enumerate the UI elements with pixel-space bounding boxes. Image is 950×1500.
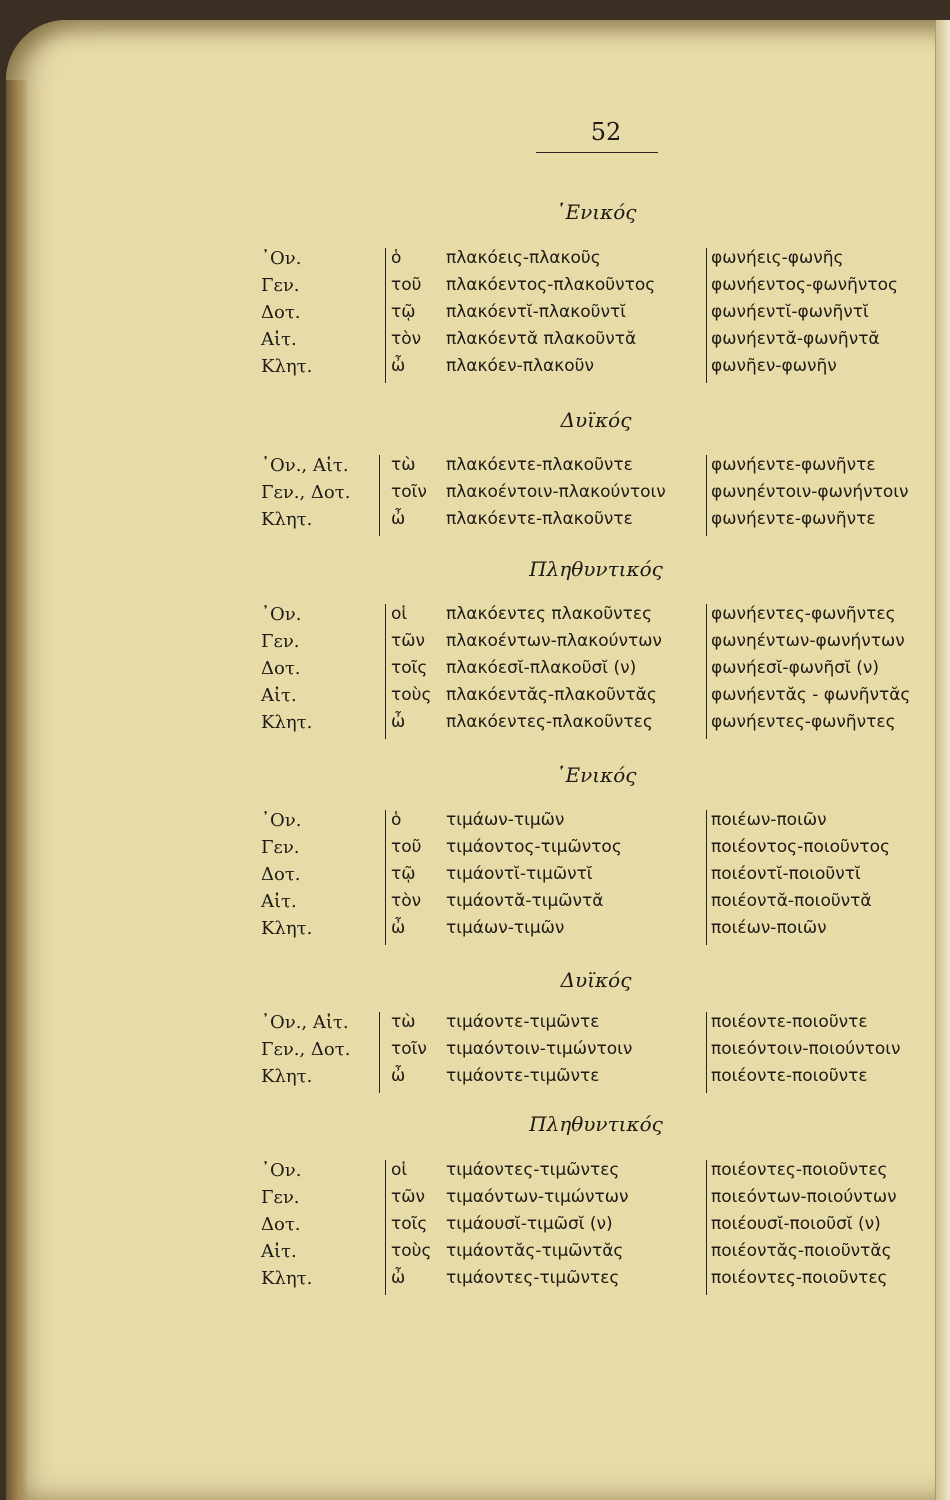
case-label: Γεν., Δοτ. xyxy=(261,482,351,503)
article: ὁ xyxy=(391,810,402,830)
form-second: φωνηέντων-φωνήντων xyxy=(711,631,905,651)
article: τῷ xyxy=(391,302,416,322)
case-label: Γεν. xyxy=(261,1187,300,1208)
form-first: τιμάων-τιμῶν xyxy=(446,810,565,830)
article: τῶν xyxy=(391,631,425,651)
article: τοῖς xyxy=(391,658,428,678)
form-first: τιμάοντῐ-τιμῶντῐ xyxy=(446,864,593,884)
form-first: πλακοέντοιν-πλακούντοιν xyxy=(446,482,666,502)
form-second: φωνήεντος-φωνῆντος xyxy=(711,275,898,295)
form-first: πλακόεντε-πλακοῦντε xyxy=(446,455,633,475)
article: τοῦ xyxy=(391,275,422,295)
section-heading-plural: Πληθυντικός xyxy=(529,1112,663,1136)
section-heading-singular: ῾Ενικός xyxy=(555,763,637,787)
declension-table xyxy=(261,604,950,739)
form-second: ποιέοντος-ποιοῦντος xyxy=(711,837,890,857)
article: τοὺς xyxy=(391,685,432,705)
form-second: φωνήεσῐ-φωνῆσῐ (ν) xyxy=(711,658,879,678)
article: τὼ xyxy=(391,455,416,475)
form-first: τιμάοντες-τιμῶντες xyxy=(446,1160,620,1180)
table-row xyxy=(261,482,950,509)
table-row xyxy=(261,891,950,918)
case-label: Κλητ. xyxy=(261,509,313,530)
article: οἱ xyxy=(391,604,408,624)
table-row xyxy=(261,837,950,864)
page-number: 52 xyxy=(590,118,622,146)
article: ὦ xyxy=(391,712,406,732)
form-second: ποιέουσῐ-ποιοῦσῐ (ν) xyxy=(711,1214,881,1234)
table-row xyxy=(261,248,950,275)
form-first: τιμάοντᾰ-τιμῶντᾰ xyxy=(446,891,604,911)
case-label: Αἰτ. xyxy=(261,1241,297,1262)
form-second: φωνήεντᾰς - φωνῆντᾰς xyxy=(711,685,911,705)
declension-table xyxy=(261,455,950,536)
form-first: πλακοέντων-πλακούντων xyxy=(446,631,662,651)
form-first: πλακόεντῐ-πλακοῦντῐ xyxy=(446,302,626,322)
table-row xyxy=(261,712,950,739)
form-first: πλακόεντος-πλακοῦντος xyxy=(446,275,656,295)
article: ὦ xyxy=(391,356,406,376)
form-first: τιμαόντοιν-τιμώντοιν xyxy=(446,1039,633,1059)
form-second: φωνήεντε-φωνῆντε xyxy=(711,455,876,475)
section-heading-dual: Δυϊκός xyxy=(560,968,632,992)
form-second: ποιεόντων-ποιούντων xyxy=(711,1187,897,1207)
declension-table xyxy=(261,1160,950,1295)
form-second: φωνήεντες-φωνῆντες xyxy=(711,604,896,624)
form-second: φωνήεντες-φωνῆντες xyxy=(711,712,896,732)
case-label: ᾿Ον., Αἰτ. xyxy=(261,455,349,476)
case-label: ᾿Ον., Αἰτ. xyxy=(261,1012,349,1033)
table-row xyxy=(261,685,950,712)
case-label: Δοτ. xyxy=(261,864,301,885)
form-first: τιμαόντων-τιμώντων xyxy=(446,1187,629,1207)
form-second: ποιεόντοιν-ποιούντοιν xyxy=(711,1039,901,1059)
case-label: Αἰτ. xyxy=(261,329,297,350)
case-label: Γεν. xyxy=(261,837,300,858)
table-row xyxy=(261,1039,950,1066)
table-row xyxy=(261,275,950,302)
declension-table xyxy=(261,248,950,383)
case-label: Δοτ. xyxy=(261,1214,301,1235)
table-row xyxy=(261,1268,950,1295)
form-first: τιμάοντε-τιμῶντε xyxy=(446,1012,600,1032)
table-row xyxy=(261,302,950,329)
form-first: πλακόεις-πλακοῦς xyxy=(446,248,601,268)
case-label: Γεν. xyxy=(261,275,300,296)
section-heading-plural: Πληθυντικός xyxy=(529,557,663,581)
case-label: ᾿Ον. xyxy=(261,810,302,831)
table-row xyxy=(261,356,950,383)
case-label: Γεν. xyxy=(261,631,300,652)
article: τῶν xyxy=(391,1187,425,1207)
table-row xyxy=(261,631,950,658)
table-row xyxy=(261,509,950,536)
table-row xyxy=(261,658,950,685)
article: τοῖν xyxy=(391,482,427,502)
table-row xyxy=(261,604,950,631)
form-second: ποιέοντᾰ-ποιοῦντᾰ xyxy=(711,891,872,911)
section-heading-dual: Δυϊκός xyxy=(560,408,632,432)
form-first: τιμάων-τιμῶν xyxy=(446,918,565,938)
case-label: Αἰτ. xyxy=(261,891,297,912)
table-row xyxy=(261,810,950,837)
form-first: πλακόεντες-πλακοῦντες xyxy=(446,712,653,732)
article: τοῖς xyxy=(391,1214,428,1234)
form-second: φωνηέντοιν-φωνήντοιν xyxy=(711,482,909,502)
article: ὦ xyxy=(391,1066,406,1086)
article: τοῖν xyxy=(391,1039,427,1059)
article: ὁ xyxy=(391,248,402,268)
table-row xyxy=(261,455,950,482)
form-second: φωνῆεν-φωνῆν xyxy=(711,356,837,376)
table-row xyxy=(261,1214,950,1241)
form-second: φωνήεντῐ-φωνῆντῐ xyxy=(711,302,869,322)
article: ὦ xyxy=(391,918,406,938)
article: τὸν xyxy=(391,329,422,349)
form-second: ποιέοντᾰς-ποιοῦντᾰς xyxy=(711,1241,892,1261)
case-label: Δοτ. xyxy=(261,658,301,679)
case-label: ᾿Ον. xyxy=(261,248,302,269)
table-row xyxy=(261,1012,950,1039)
form-second: ποιέοντῐ-ποιοῦντῐ xyxy=(711,864,861,884)
form-first: τιμάουσῐ-τιμῶσῐ (ν) xyxy=(446,1214,613,1234)
case-label: Γεν., Δοτ. xyxy=(261,1039,351,1060)
table-row xyxy=(261,1187,950,1214)
form-second: ποιέοντες-ποιοῦντες xyxy=(711,1268,888,1288)
article: τοὺς xyxy=(391,1241,432,1261)
form-first: τιμάοντες-τιμῶντες xyxy=(446,1268,620,1288)
form-second: ποιέοντε-ποιοῦντε xyxy=(711,1066,868,1086)
case-label: Κλητ. xyxy=(261,1066,313,1087)
article: ὦ xyxy=(391,1268,406,1288)
case-label: Αἰτ. xyxy=(261,685,297,706)
article: τῷ xyxy=(391,864,416,884)
case-label: ᾿Ον. xyxy=(261,1160,302,1181)
page-number-rule xyxy=(536,152,658,153)
form-second: ποιέων-ποιῶν xyxy=(711,810,827,830)
case-label: Κλητ. xyxy=(261,918,313,939)
form-first: πλακόεντᾰς-πλακοῦντᾰς xyxy=(446,685,657,705)
table-row xyxy=(261,918,950,945)
case-label: Κλητ. xyxy=(261,712,313,733)
table-row xyxy=(261,1241,950,1268)
article: ὦ xyxy=(391,509,406,529)
case-label: Δοτ. xyxy=(261,302,301,323)
form-second: φωνήεντε-φωνῆντε xyxy=(711,509,876,529)
table-row xyxy=(261,329,950,356)
form-first: πλακόεντε-πλακοῦντε xyxy=(446,509,633,529)
table-row xyxy=(261,1160,950,1187)
form-first: πλακόεν-πλακοῦν xyxy=(446,356,594,376)
declension-table xyxy=(261,810,950,945)
form-first: πλακόεντᾰ πλακοῦντᾰ xyxy=(446,329,637,349)
form-first: τιμάοντε-τιμῶντε xyxy=(446,1066,600,1086)
section-heading-singular: ῾Ενικός xyxy=(555,200,637,224)
article: τὼ xyxy=(391,1012,416,1032)
article: οἱ xyxy=(391,1160,408,1180)
article: τὸν xyxy=(391,891,422,911)
form-second: ποιέοντε-ποιοῦντε xyxy=(711,1012,868,1032)
form-first: πλακόεσῐ-πλακοῦσῐ (ν) xyxy=(446,658,637,678)
form-first: τιμάοντᾰς-τιμῶντᾰς xyxy=(446,1241,624,1261)
article: τοῦ xyxy=(391,837,422,857)
case-label: Κλητ. xyxy=(261,356,313,377)
form-second: φωνήεντᾰ-φωνῆντᾰ xyxy=(711,329,880,349)
declension-table xyxy=(261,1012,950,1093)
form-second: ποιέοντες-ποιοῦντες xyxy=(711,1160,888,1180)
book-page xyxy=(6,20,950,1500)
table-row xyxy=(261,864,950,891)
form-first: πλακόεντες πλακοῦντες xyxy=(446,604,653,624)
form-first: τιμάοντος-τιμῶντος xyxy=(446,837,622,857)
book-spine xyxy=(6,80,28,1500)
case-label: ᾿Ον. xyxy=(261,604,302,625)
form-second: ποιέων-ποιῶν xyxy=(711,918,827,938)
case-label: Κλητ. xyxy=(261,1268,313,1289)
table-row xyxy=(261,1066,950,1093)
form-second: φωνήεις-φωνῆς xyxy=(711,248,844,268)
